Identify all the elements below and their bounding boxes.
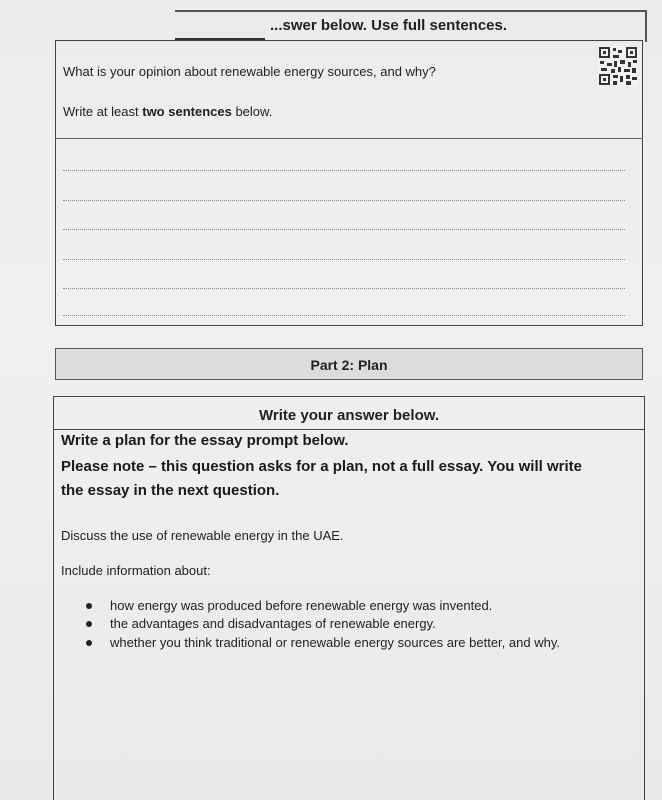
question-1-box: [55, 40, 643, 326]
plan-box-heading: Write your answer below.: [53, 402, 645, 430]
question-1-instruction: Write at least two sentences below.: [63, 104, 273, 119]
answer-line-2: [63, 200, 625, 201]
question-1-prompt: What is your opinion about renewable energy sources, and why?: [63, 64, 436, 79]
plan-instruction-2: Please note – this question asks for a plan, not a full essay. You will write: [61, 458, 582, 475]
answer-line-4: [63, 259, 625, 260]
essay-prompt: Discuss the use of renewable energy in the UAE.: [61, 528, 344, 543]
answer-line-6: [63, 315, 625, 316]
answer-line-1: [63, 170, 625, 171]
bullet-icon: [86, 621, 92, 627]
answer-line-3: [63, 229, 625, 230]
include-label: Include information about:: [61, 563, 211, 578]
qr-code-icon: [598, 46, 638, 86]
answer-header-text: ...swer below. Use full sentences.: [270, 17, 508, 34]
plan-instruction-3: the essay in the next question.: [61, 482, 280, 499]
bullet-icon: [86, 640, 92, 646]
part-2-title: Part 2: Plan: [55, 348, 643, 380]
answer-line-5: [63, 288, 625, 289]
bullet-icon: [86, 603, 92, 609]
plan-instruction-1: Write a plan for the essay prompt below.: [61, 432, 349, 449]
question-1-divider: [55, 138, 643, 139]
worksheet-page: ...swer below. Use full sentences. What is your opinion about renewable energy sources, and why? Write at least two sentences below. Part 2: Plan Write your answer below. Write a plan for the essay prompt below. Please note – this question asks for a plan, not a full essay. You will write the essay in the next question. Discuss the use of renewable energy in the UAE. Include information about: how energy was produced before renewable energy was invented. the advantages and disadvantages of renewable energy. whether you think traditional or renewable energy sources are better, and why.: [0, 0, 662, 800]
